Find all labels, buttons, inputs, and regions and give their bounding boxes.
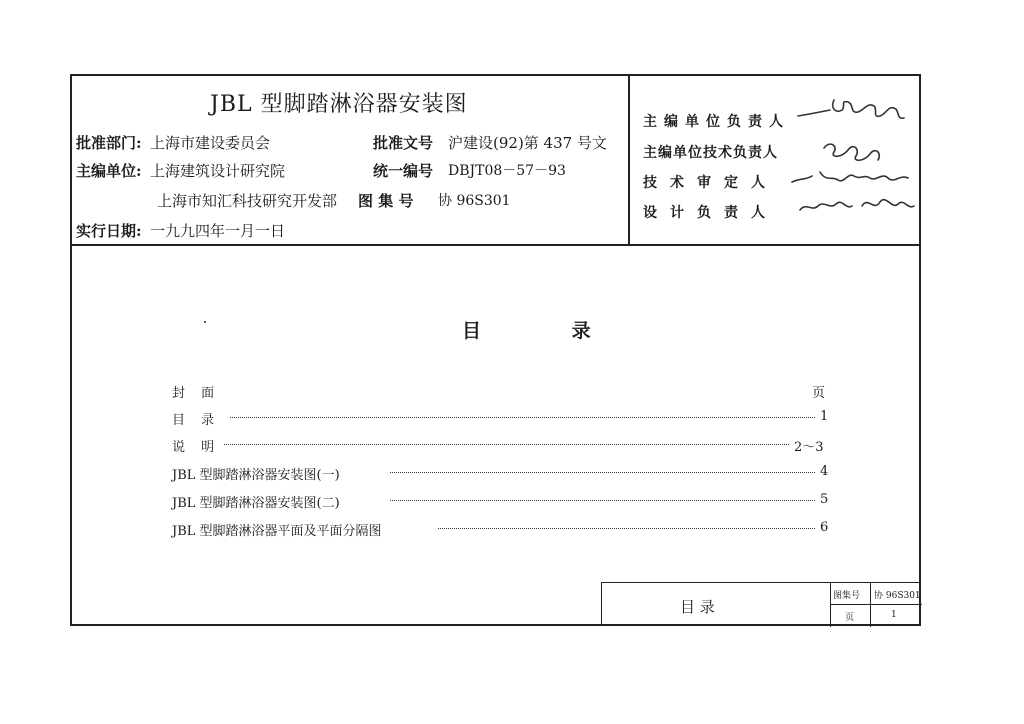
header-vertical-divider [628,74,630,245]
toc-page: 5 [820,492,829,507]
unified-no-label: 统一编号 [373,162,434,180]
atlas-no-label: 图 集 号 [358,192,414,210]
title-block-name: 目 录 [680,598,715,616]
toc-page: 2～3 [794,440,824,455]
toc-page: 1 [820,409,829,424]
effective-date: 一九九四年一月一日 [150,222,286,240]
title-block-atlas-label: 图集号 [833,591,861,601]
editor-unit-label: 主编单位: [76,162,142,180]
toc-row[interactable] [172,492,832,511]
title-block-page-value: 1 [891,610,897,620]
toc-page: 4 [820,464,829,479]
title-block-divider [870,583,871,627]
toc-row[interactable] [172,436,832,455]
toc-row[interactable] [172,464,832,483]
title-block-atlas-value: 协 96S301 [874,591,921,601]
handwritten-signatures [790,88,920,238]
toc-row[interactable] [172,382,832,401]
toc-page: 6 [820,520,829,535]
stray-mark [204,321,206,323]
toc-leader [230,417,815,418]
toc-row[interactable] [172,409,832,428]
toc-leader [224,444,789,445]
dev-dept: 上海市知汇科技研究开发部 [157,192,338,210]
approval-dept: 上海市建设委员会 [150,134,271,152]
tech-review-label: 技术审定人 [643,175,778,191]
atlas-no: 协 96S301 [438,193,511,209]
title-block [601,582,921,626]
toc-label: 目 录 [172,413,221,428]
unified-no: DBJT08－57－93 [448,163,566,179]
toc-label: JBL 型脚踏淋浴器安装图(二) [172,496,340,511]
toc-leader [390,472,815,473]
title-block-page-label: 页 [845,613,855,623]
toc-leader [438,528,815,529]
editor-unit: 上海建筑设计研究院 [150,162,286,180]
toc-row[interactable] [172,520,832,539]
toc-leader [390,500,815,501]
toc-label: JBL 型脚踏淋浴器平面及平面分隔图 [172,524,382,539]
approval-doc-label: 批准文号 [373,134,434,152]
effective-date-label: 实行日期: [76,222,142,240]
approval-dept-label: 批准部门: [76,134,142,152]
approval-doc: 沪建设(92)第 437 号文 [448,134,607,152]
header-divider [70,244,921,246]
toc-label: JBL 型脚踏淋浴器安装图(一) [172,468,340,483]
editor-head-label: 主编单位负责人 [643,114,790,130]
toc-page-header: 页 [812,386,826,401]
toc-label: 封 面 [172,386,221,401]
toc-title: 目 录 [462,320,633,342]
editor-tech-label: 主编单位技术负责人 [643,145,778,161]
title-block-divider [830,583,831,627]
drawing-title: JBL 型脚踏淋浴器安装图 [210,92,468,117]
toc-label: 说 明 [172,440,221,455]
title-block-divider [830,604,922,605]
design-head-label: 设计负责人 [643,205,778,221]
